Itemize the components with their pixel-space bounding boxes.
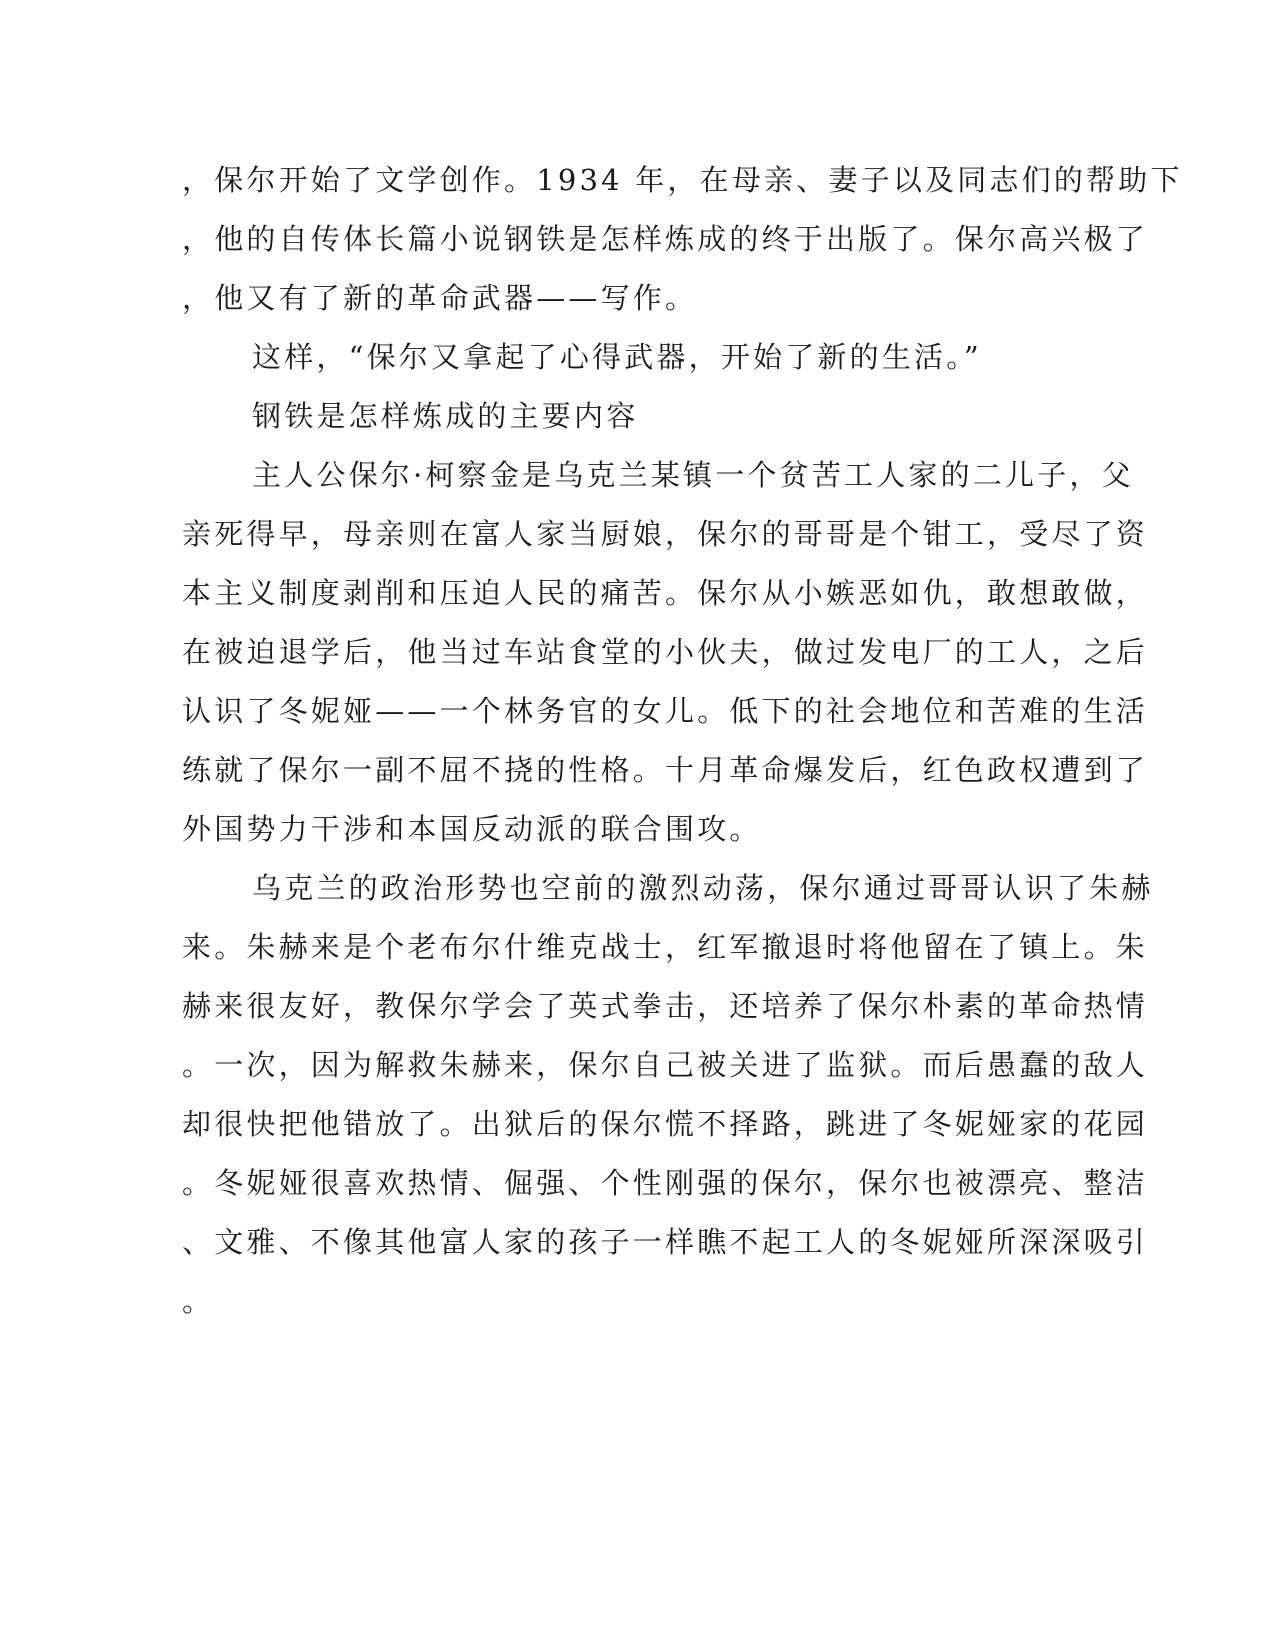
section-heading: 钢铁是怎样炼成的主要内容	[252, 399, 639, 433]
paragraph-line: 在被迫退学后，他当过车站食堂的小伙夫，做过发电厂的工人，之后	[182, 635, 1149, 669]
paragraph-line: 主人公保尔·柯察金是乌克兰某镇一个贫苦工人家的二儿子，父	[252, 458, 1134, 492]
paragraph-line: 乌克兰的政治形势也空前的激烈动荡，保尔通过哥哥认识了朱赫	[252, 871, 1154, 905]
paragraph-line: 来。朱赫来是个老布尔什维克战士，红军撤退时将他留在了镇上。朱	[182, 930, 1149, 964]
paragraph-line: ，他的自传体长篇小说钢铁是怎样炼成的终于出版了。保尔高兴极了	[182, 222, 1149, 256]
paragraph-line: 亲死得早，母亲则在富人家当厨娘，保尔的哥哥是个钳工，受尽了资	[182, 517, 1149, 551]
paragraph-line: 赫来很友好，教保尔学会了英式拳击，还培养了保尔朴素的革命热情	[182, 989, 1149, 1023]
paragraph-line: 练就了保尔一副不屈不挠的性格。十月革命爆发后，红色政权遭到了	[182, 753, 1149, 787]
paragraph-line: 。冬妮娅很喜欢热情、倔强、个性刚强的保尔，保尔也被漂亮、整洁	[182, 1166, 1149, 1200]
paragraph-line: ，他又有了新的革命武器——写作。	[182, 281, 698, 315]
paragraph-line: 本主义制度剥削和压迫人民的痛苦。保尔从小嫉恶如仇，敢想敢做，	[182, 576, 1149, 610]
paragraph-line: 。一次，因为解救朱赫来，保尔自己被关进了监狱。而后愚蠢的敌人	[182, 1048, 1149, 1082]
paragraph-line: 、文雅、不像其他富人家的孩子一样瞧不起工人的冬妮娅所深深吸引	[182, 1225, 1149, 1259]
paragraph-line: 这样，“保尔又拿起了心得武器，开始了新的生活。”	[252, 340, 982, 374]
paragraph-line: ，保尔开始了文学创作。1934 年，在母亲、妻子以及同志们的帮助下	[182, 163, 1183, 197]
paragraph-line: 。	[182, 1284, 215, 1318]
paragraph-line: 却很快把他错放了。出狱后的保尔慌不择路，跳进了冬妮娅家的花园	[182, 1107, 1149, 1141]
paragraph-line: 外国势力干涉和本国反动派的联合围攻。	[182, 812, 762, 846]
paragraph-line: 认识了冬妮娅——一个林务官的女儿。低下的社会地位和苦难的生活	[182, 694, 1149, 728]
